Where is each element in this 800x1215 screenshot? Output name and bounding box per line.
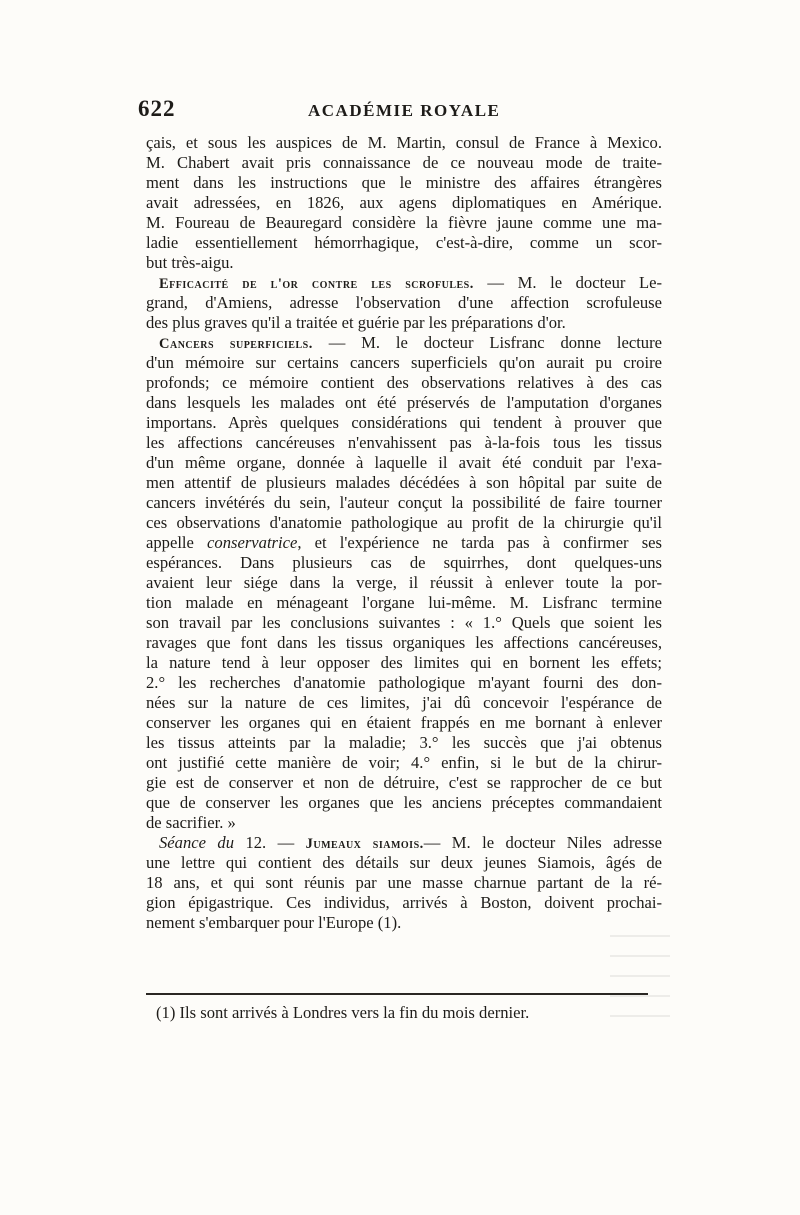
line-text: — M. le docteur Niles adresse <box>423 833 662 852</box>
text-line <box>146 713 662 733</box>
text-line <box>146 173 662 193</box>
line-text: importans. Après quelques considérations qui tendent à prouver que <box>146 413 662 432</box>
text-line <box>146 913 662 933</box>
line-text: des plus graves qu'il a traitée et guérie par les préparations d'or. <box>146 313 566 332</box>
italic-term: conservatrice <box>207 533 298 552</box>
page-header <box>138 96 658 126</box>
line-text: — M. le docteur Le- <box>473 273 662 292</box>
bleed-through <box>610 935 670 1025</box>
text-line <box>146 693 662 713</box>
line-text: gion épigastrique. Ces individus, arrivés à Boston, doivent prochai- <box>146 893 662 912</box>
text-line <box>146 493 662 513</box>
text-line <box>146 593 662 613</box>
text-line <box>146 313 662 333</box>
text-line <box>146 333 662 353</box>
text-line <box>146 473 662 493</box>
text-line <box>146 733 662 753</box>
session-label: Séance du <box>159 833 235 852</box>
line-text: avaient leur siége dans la verge, il réussit à enlever toute la por- <box>146 573 662 592</box>
line-text: men attentif de plusieurs malades décédées à son hôpital par suite de <box>146 473 662 492</box>
text-line <box>146 653 662 673</box>
text-line <box>146 833 662 853</box>
text-line <box>146 133 662 153</box>
text-line <box>146 533 662 553</box>
line-text: 18 ans, et qui sont réunis par une masse charnue partant de la ré- <box>146 873 662 892</box>
text-line <box>146 553 662 573</box>
line-text: tion malade en ménageant l'organe lui-même. M. Lisfranc termine <box>146 593 662 612</box>
line-text: une lettre qui contient des détails sur deux jeunes Siamois, âgés de <box>146 853 662 872</box>
text-line <box>146 273 662 293</box>
line-text: — M. le docteur Lisfranc donne lecture <box>312 333 662 352</box>
line-text: que de conserver les organes que les anciens préceptes commandaient <box>146 793 662 812</box>
line-text: ravages que font dans les tissus organiques les affections cancéreuses, <box>146 633 662 652</box>
line-text: 2.° les recherches d'anatomie pathologique m'ayant fourni des don- <box>146 673 662 692</box>
text-line <box>146 893 662 913</box>
line-text: avait adressées, en 1826, aux agens diplomatiques en Amérique. <box>146 193 662 212</box>
line-text: ont justifié cette manière de voir; 4.° enfin, si le but de la chirur- <box>146 753 662 772</box>
line-text: de sacrifier. » <box>146 813 236 832</box>
text-line <box>146 213 662 233</box>
line-text: ces observations d'anatomie pathologique au profit de la chirurgie qu'il <box>146 513 662 532</box>
section-heading: Jumeaux siamois. <box>305 836 424 852</box>
text-line <box>146 773 662 793</box>
text-line <box>146 633 662 653</box>
line-text: ladie essentiellement hémorrhagique, c'est-à-dire, comme un scor- <box>146 233 662 252</box>
line-text: cancers invétérés du sein, l'auteur conçut la possibilité de faire tourner <box>146 493 662 512</box>
text-line <box>146 873 662 893</box>
text-line <box>146 433 662 453</box>
line-text: la nature tend à leur opposer des limites qui en bornent les effets; <box>146 653 662 672</box>
line-text: çais, et sous les auspices de M. Martin, consul de France à Mexico. <box>146 133 662 152</box>
section-heading: Efficacité de l'or contre les scrofules. <box>159 276 474 292</box>
line-text: , et l'expérience ne tarda pas à confirmer ses <box>297 533 662 552</box>
line-text: les tissus atteints par la maladie; 3.° les succès que j'ai obtenus <box>146 733 662 752</box>
text-line <box>146 153 662 173</box>
line-text: M. Chabert avait pris connaissance de ce nouveau mode de traite- <box>146 153 662 172</box>
line-text: grand, d'Amiens, adresse l'observation d'une affection scrofuleuse <box>146 293 662 312</box>
text-line <box>146 673 662 693</box>
text-line <box>146 453 662 473</box>
line-prefix: 12. — <box>234 833 306 852</box>
running-head: ACADÉMIE ROYALE <box>308 101 501 120</box>
text-line <box>146 813 662 833</box>
text-line <box>146 413 662 433</box>
line-text: d'un même organe, donnée à laquelle il avait été conduit par l'exa- <box>146 453 662 472</box>
footnote-rule <box>146 993 648 995</box>
footnote: (1) Ils sont arrivés à Londres vers la fin du mois dernier. <box>156 1003 530 1022</box>
text-line <box>146 233 662 253</box>
section-heading: Cancers superficiels. <box>159 336 313 352</box>
text-line <box>146 373 662 393</box>
line-text: dans lesquels les malades ont été préservés de l'amputation d'organes <box>146 393 662 412</box>
text-line <box>146 573 662 593</box>
line-prefix: appelle <box>146 533 208 552</box>
text-line <box>146 293 662 313</box>
text-line <box>146 753 662 773</box>
line-text: conserver les organes qui en étaient frappés en me bornant à enlever <box>146 713 662 732</box>
line-text: but très-aigu. <box>146 253 234 272</box>
line-text: nées sur la nature de ces limites, j'ai dû concevoir l'espérance de <box>146 693 662 712</box>
line-text: son travail par les conclusions suivantes : « 1.° Quels que soient les <box>146 613 662 632</box>
line-text: ment dans les instructions que le ministre des affaires étrangères <box>146 173 662 192</box>
body-text <box>146 133 662 933</box>
text-line <box>146 393 662 413</box>
line-text: espérances. Dans plusieurs cas de squirrhes, dont quelques-uns <box>146 553 662 572</box>
text-line <box>146 253 662 273</box>
page-number: 622 <box>138 96 176 121</box>
line-text: d'un mémoire sur certains cancers superficiels qu'on aurait pu croire <box>146 353 662 372</box>
text-line <box>146 353 662 373</box>
text-line <box>146 853 662 873</box>
text-line <box>146 193 662 213</box>
text-line <box>146 793 662 813</box>
text-line <box>146 613 662 633</box>
line-text: M. Foureau de Beauregard considère la fièvre jaune comme une ma- <box>146 213 662 232</box>
line-text: nement s'embarquer pour l'Europe (1). <box>146 913 402 932</box>
line-text: gie est de conserver et non de détruire, c'est se rapprocher de ce but <box>146 773 662 792</box>
line-text: profonds; ce mémoire contient des observations relatives à des cas <box>146 373 662 392</box>
line-text: les affections cancéreuses n'envahissent pas à-la-fois tous les tissus <box>146 433 662 452</box>
text-line <box>146 513 662 533</box>
